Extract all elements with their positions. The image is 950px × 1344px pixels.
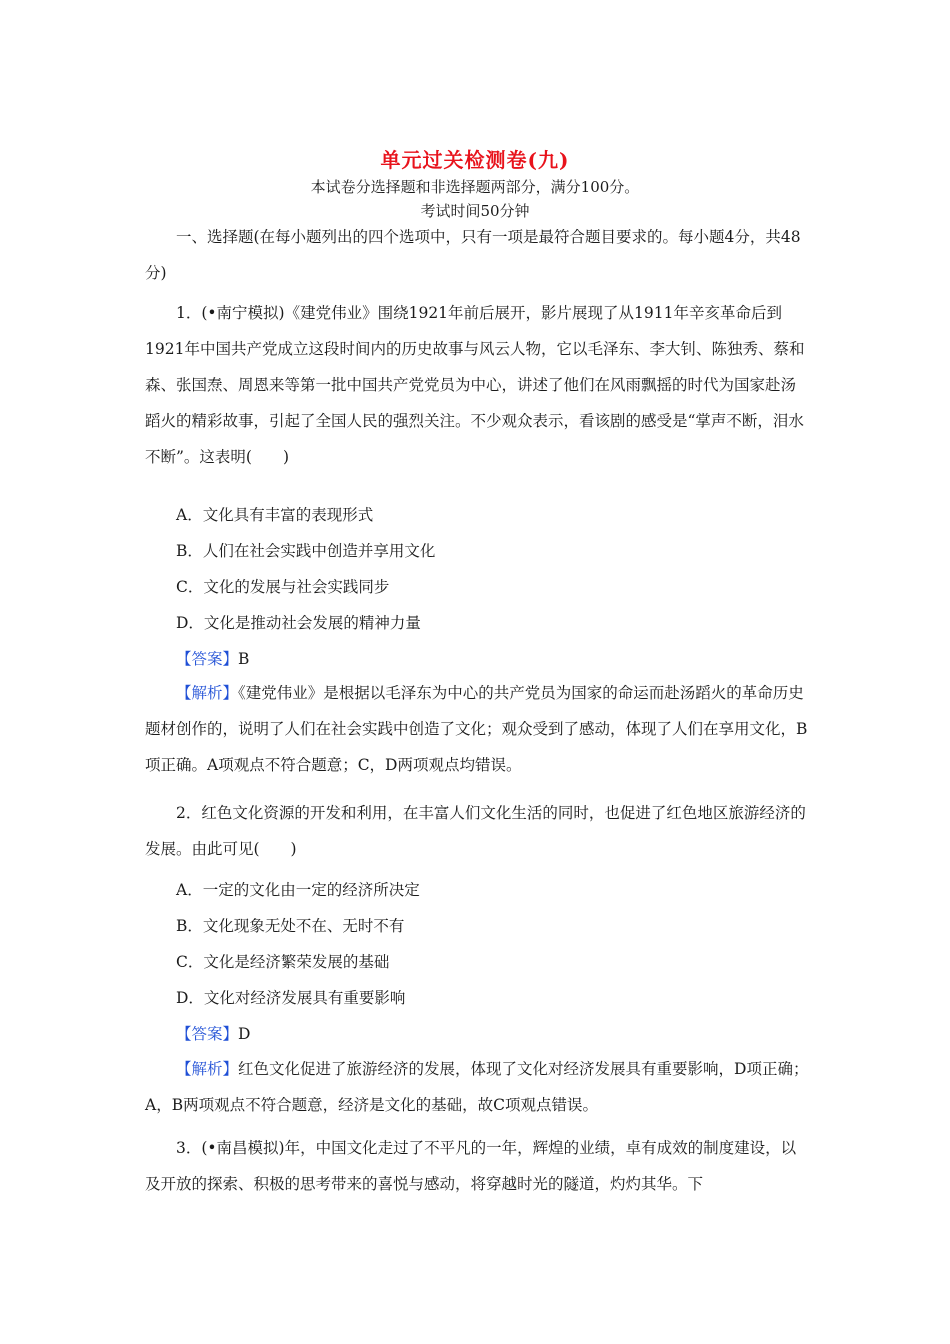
analysis-label: 【解析】: [176, 1060, 239, 1078]
q2-analysis: [145, 1051, 811, 1123]
q1-answer: [176, 649, 249, 669]
q1-answer-value: B: [238, 650, 250, 668]
q1-option-a: A．文化具有丰富的表现形式: [176, 506, 374, 524]
q1-option-d: D．文化是推动社会发展的精神力量: [176, 614, 421, 632]
q1-stem: 1．(•南宁模拟)《建党伟业》围绕1921年前后展开，影片展现了从1911年辛亥革命后到1921年中国共产党成立这段时间内的历史故事与风云人物，它以毛泽东、李大钊、陈独秀、蔡和森、张国焘、周恩来等第一批中国共产党党员为中心，讲述了他们在风雨飘摇的时代为国家赴汤蹈火的精彩故事，引起了全国人民的强烈关注。不少观众表示，看该剧的感受是“掌声不断，泪水不断”。这表明( ): [145, 304, 805, 466]
answer-label: 【答案】: [176, 1025, 239, 1043]
q2-stem: 2．红色文化资源的开发和利用，在丰富人们文化生活的同时，也促进了红色地区旅游经济的发展。由此可见( ): [145, 804, 806, 858]
q1-analysis: [145, 675, 811, 783]
q2-answer: [176, 1024, 250, 1044]
section-heading: 一、选择题(在每小题列出的四个选项中，只有一项是最符合题目要求的。每小题4分，共48分): [145, 228, 801, 282]
analysis-label: 【解析】: [176, 684, 239, 702]
q2-option-a: A．一定的文化由一定的经济所决定: [176, 881, 420, 899]
intro-line-1: 本试卷分选择题和非选择题两部分，满分100分。: [310, 178, 640, 196]
q1-option-c: C．文化的发展与社会实践同步: [176, 578, 390, 596]
answer-label: 【答案】: [176, 650, 239, 668]
q2-analysis-text: 红色文化促进了旅游经济的发展，体现了文化对经济发展具有重要影响，D项正确；A，B两项观点不符合题意，经济是文化的基础，故C项观点错误。: [145, 1060, 809, 1114]
intro-line-2: 考试时间50分钟: [420, 202, 530, 220]
q2-option-b: B．文化现象无处不在、无时不有: [176, 917, 405, 935]
q2-option-c: C．文化是经济繁荣发展的基础: [176, 953, 390, 971]
q1-option-b: B．人们在社会实践中创造并享用文化: [176, 542, 436, 560]
q3-stem: 3．(•南昌模拟)年，中国文化走过了不平凡的一年，辉煌的业绩，卓有成效的制度建设，以及开放的探索、积极的思考带来的喜悦与感动，将穿越时光的隧道，灼灼其华。下: [145, 1139, 797, 1193]
q1-analysis-text: 《建党伟业》是根据以毛泽东为中心的共产党员为国家的命运而赴汤蹈火的革命历史题材创作的，说明了人们在社会实践中创造了文化；观众受到了感动，体现了人们在享用文化，B项正确。A项观点不符合题意；C，D两项观点均错误。: [145, 684, 808, 774]
document-title: 单元过关检测卷(九): [380, 148, 570, 172]
q2-option-d: D．文化对经济发展具有重要影响: [176, 989, 406, 1007]
q2-answer-value: D: [238, 1025, 251, 1043]
